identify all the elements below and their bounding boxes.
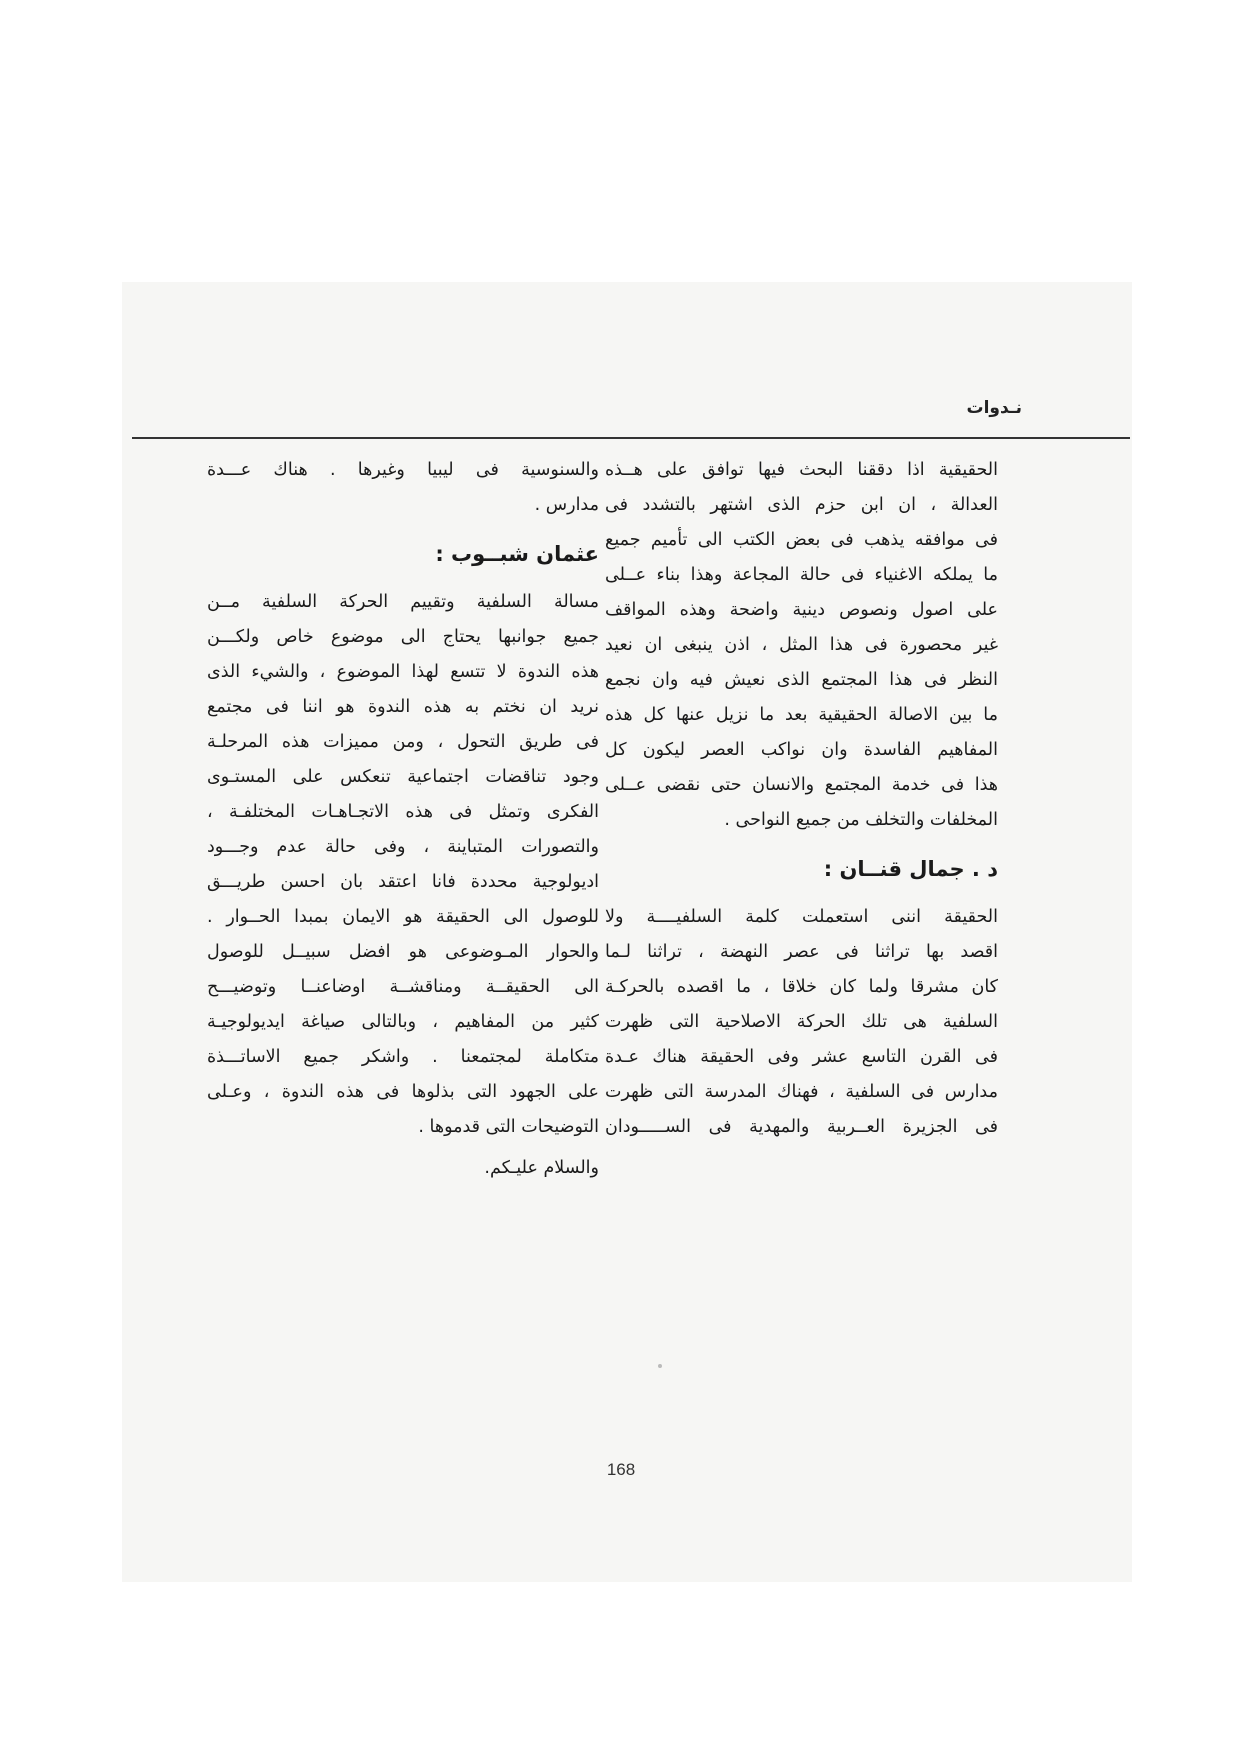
text-line: الى الحقيقــة ومناقشــة اوضاعنــا وتوضيـــح	[207, 977, 599, 997]
scan-speck	[658, 1364, 662, 1368]
text-line: هذه الندوة لا تتسع لهذا الموضوع ، والشيء الذى	[207, 662, 599, 682]
text-line: غير محصورة فى هذا المثل ، اذن ينبغى ان نعيد	[605, 635, 998, 655]
speaker-heading: د . جمال قنــان :	[823, 857, 998, 881]
text-line: فى موافقه يذهب فى بعض الكتب الى تأميم جميع	[605, 530, 998, 550]
header-divider	[132, 437, 1130, 439]
text-line: والحوار المـوضوعى هو افضل سبيــل للوصول	[207, 942, 599, 962]
text-line: للوصول الى الحقيقة هو الايمان بمبدا الحــوار .	[207, 907, 599, 927]
text-line: فى الجزيرة العــربية والمهدية فى الســـــودان	[605, 1117, 998, 1137]
speaker-heading: عثمان شبــوب :	[435, 542, 599, 566]
paragraph-continuation	[207, 453, 599, 523]
text-line: جميع جوانبها يحتاج الى موضوع خاص ولكـــن	[207, 627, 599, 647]
text-line: وجود تناقضات اجتماعية تنعكس على المستـوى	[207, 767, 599, 787]
text-line: العدالة ، ان ابن حزم الذى اشتهر بالتشدد فى	[605, 495, 998, 515]
text-line: على الجهود التى بذلوها فى هذه الندوة ، وعـلى	[207, 1082, 599, 1102]
text-line: الفكرى وتمثل فى هذه الاتجـاهـات المختلفـة ،	[207, 802, 599, 822]
right-column	[605, 453, 998, 1145]
text-line: كثير من المفاهيم ، وبالتالى صياغة ايديولوجيـة	[207, 1012, 599, 1032]
text-line: التوضيحات التى قدموها .	[418, 1117, 599, 1137]
paragraph-adala	[605, 453, 998, 838]
text-line: مسالة السلفية وتقييم الحركة السلفية مــن	[207, 592, 599, 612]
text-line: النظر فى هذا المجتمع الذى نعيش فيه وان نجمع	[605, 670, 998, 690]
text-line: نريد ان نختم به هذه الندوة هو اننا فى مجتمع	[207, 697, 599, 717]
text-line: ما يملكه الاغنياء فى حالة المجاعة وهذا بناء عــلى	[605, 565, 998, 585]
text-line: المفاهيم الفاسدة وان نواكب العصر ليكون كل	[605, 740, 998, 760]
text-line: السلفية هى تلك الحركة الاصلاحية التى ظهرت	[605, 1012, 998, 1032]
left-column	[207, 453, 599, 1186]
text-line: المخلفات والتخلف من جميع النواحى .	[724, 810, 998, 830]
text-line: ما بين الاصالة الحقيقية بعد ما نزيل عنها كل هذه	[605, 705, 998, 725]
closing-salutation: والسلام عليـكم.	[484, 1158, 599, 1178]
text-line: فى طريق التحول ، ومن مميزات هذه المرحلـة	[207, 732, 599, 752]
page-number: 168	[606, 1460, 636, 1479]
text-line: مدارس فى السلفية ، فهناك المدرسة التى ظهرت	[605, 1082, 998, 1102]
text-line: فى القرن التاسع عشر وفى الحقيقة هناك عـدة	[605, 1047, 998, 1067]
text-line: الحقيقة اننى استعملت كلمة السلفيــــة ولا	[605, 907, 998, 927]
running-title: نـدوات	[966, 398, 1022, 418]
text-line: اديولوجية محددة فانا اعتقد بان احسن طريـــق	[207, 872, 599, 892]
text-line: الحقيقية اذا دققنا البحث فيها توافق على هــذه	[605, 460, 998, 480]
text-line: والتصورات المتباينة ، وفى حالة عدم وجـــود	[207, 837, 599, 857]
text-line: متكاملة لمجتمعنا . واشكر جميع الاساتـــذة	[207, 1047, 599, 1067]
text-line: كان مشرقا ولما كان خلاقا ، ما اقصده بالحركـة	[605, 977, 998, 997]
text-line: اقصد بها تراثنا فى عصر النهضة ، تراثنا لـما	[605, 942, 998, 962]
paragraph-salafiya	[605, 900, 998, 1145]
text-line: مدارس .	[534, 495, 599, 515]
text-line: على اصول ونصوص دينية واضحة وهذه المواقف	[605, 600, 998, 620]
text-line: والسنوسية فى ليبيا وغيرها . هناك عـــدة	[207, 460, 599, 480]
text-line: هذا فى خدمة المجتمع والانسان حتى نقضى عــلى	[605, 775, 998, 795]
paragraph-closing-remarks	[207, 585, 599, 1145]
